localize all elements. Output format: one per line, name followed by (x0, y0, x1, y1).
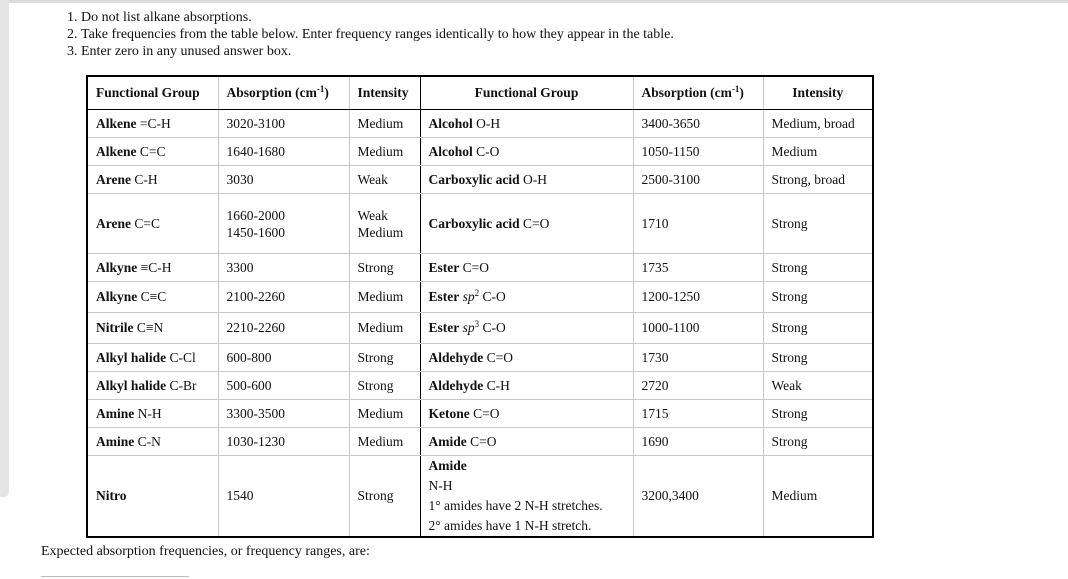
functional-group-cell: Nitro (87, 456, 218, 538)
absorption-cell: 3300-3500 (218, 400, 349, 428)
functional-group-cell: Alkyl halide C-Cl (87, 344, 218, 372)
answer-prompt: Expected absorption frequencies, or frequency ranges, are: (41, 544, 370, 559)
intensity-cell: Medium (349, 400, 420, 428)
absorption-cell: 1640-1680 (218, 138, 349, 166)
left-scroll-rail (0, 0, 9, 497)
absorption-cell: 1540 (218, 456, 349, 538)
table-row (87, 372, 873, 400)
absorption-cell: 3200,3400 (633, 456, 763, 538)
functional-group-cell: Ester C=O (420, 254, 633, 282)
functional-group-cell: Carboxylic acid O-H (420, 166, 633, 194)
functional-group-cell: Alcohol O-H (420, 110, 633, 138)
instruction-item: 2. Take frequencies from the table below. Enter frequency ranges identically to how they appear in the table. (81, 26, 674, 43)
table-row (87, 110, 873, 138)
absorption-cell: 1030-1230 (218, 428, 349, 456)
table-row (87, 344, 873, 372)
absorption-cell: 1730 (633, 344, 763, 372)
instruction-item: 3. Enter zero in any unused answer box. (81, 43, 674, 60)
amide-note: 2° amides have 1 N-H stretch. (428, 518, 592, 533)
absorption-cell: 3400-3650 (633, 110, 763, 138)
intensity-cell: Strong (763, 194, 873, 254)
intensity-cell: Strong (349, 456, 420, 538)
functional-group-cell: Arene C-H (87, 166, 218, 194)
intensity-cell: Strong (763, 282, 873, 313)
table-row (87, 428, 873, 456)
table-row (87, 254, 873, 282)
functional-group-cell: Ester $sp^3$ C-O (420, 313, 633, 344)
absorption-cell: 2100-2260 (218, 282, 349, 313)
table-row (87, 138, 873, 166)
intensity-cell: Strong (349, 344, 420, 372)
table-row (87, 313, 873, 344)
intensity-cell: Strong (763, 400, 873, 428)
functional-group-cell: Aldehyde C-H (420, 372, 633, 400)
col-header-functional-group: Functional Group (87, 76, 218, 110)
col-header-functional-group: Functional Group (420, 76, 633, 110)
intensity-cell: Strong (763, 344, 873, 372)
intensity-cell: Medium (763, 456, 873, 538)
absorption-cell: 2720 (633, 372, 763, 400)
absorption-cell: 3020-3100 (218, 110, 349, 138)
intensity-cell: Strong (763, 428, 873, 456)
functional-group-cell: Alkyne C≡C (87, 282, 218, 313)
intensity-cell: Strong (763, 254, 873, 282)
answer-input-top-edge[interactable] (41, 576, 189, 577)
col-header-intensity: Intensity (763, 76, 873, 110)
table-header-row (87, 76, 873, 110)
functional-group-cell: Alkene C=C (87, 138, 218, 166)
functional-group-cell: Nitrile C≡N (87, 313, 218, 344)
intensity-cell: Medium, broad (763, 110, 873, 138)
functional-group-cell: Amine C-N (87, 428, 218, 456)
table-row (87, 400, 873, 428)
intensity-cell: Medium (349, 428, 420, 456)
ir-absorption-table (86, 75, 874, 538)
functional-group-cell: Alcohol C-O (420, 138, 633, 166)
absorption-cell: 1050-1150 (633, 138, 763, 166)
intensity-cell: Medium (349, 313, 420, 344)
functional-group-cell: Amide N-H 1° amides have 2 N-H stretches. 2° amides have 1 N-H stretch. (420, 456, 633, 538)
functional-group-cell: Ester $sp^2$ C-O (420, 282, 633, 313)
col-header-absorption: Absorption $(cm^{-1})$ (218, 76, 349, 110)
table-row (87, 456, 873, 538)
instruction-list (46, 9, 674, 60)
functional-group-cell: Arene C=C (87, 194, 218, 254)
functional-group-cell: Aldehyde C=O (420, 344, 633, 372)
intensity-cell: Strong, broad (763, 166, 873, 194)
intensity-cell: Medium (349, 282, 420, 313)
intensity-cell: Strong (349, 254, 420, 282)
absorption-cell: 500-600 (218, 372, 349, 400)
intensity-cell: Weak Medium (349, 194, 420, 254)
absorption-cell: 2500-3100 (633, 166, 763, 194)
absorption-cell: 2210-2260 (218, 313, 349, 344)
intensity-cell: Medium (349, 138, 420, 166)
top-divider (0, 0, 1068, 3)
absorption-cell: 1715 (633, 400, 763, 428)
functional-group-cell: Alkyne ≡C-H (87, 254, 218, 282)
intensity-cell: Weak (763, 372, 873, 400)
functional-group-cell: Amide C=O (420, 428, 633, 456)
col-header-intensity: Intensity (349, 76, 420, 110)
table-row (87, 194, 873, 254)
functional-group-cell: Ketone C=O (420, 400, 633, 428)
absorption-cell: 600-800 (218, 344, 349, 372)
absorption-cell: 1710 (633, 194, 763, 254)
table-row (87, 166, 873, 194)
table-row (87, 282, 873, 313)
absorption-cell: 3300 (218, 254, 349, 282)
absorption-cell: 1690 (633, 428, 763, 456)
functional-group-cell: Alkene =C-H (87, 110, 218, 138)
instruction-item: 1. Do not list alkane absorptions. (81, 9, 674, 26)
amide-note: 1° amides have 2 N-H stretches. (428, 498, 603, 513)
functional-group-cell: Carboxylic acid C=O (420, 194, 633, 254)
functional-group-cell: Amine N-H (87, 400, 218, 428)
absorption-cell: 3030 (218, 166, 349, 194)
intensity-cell: Weak (349, 166, 420, 194)
intensity-cell: Medium (763, 138, 873, 166)
absorption-cell: 1660-2000 1450-1600 (218, 194, 349, 254)
intensity-cell: Strong (763, 313, 873, 344)
col-header-absorption: Absorption $(cm^{-1})$ (633, 76, 763, 110)
intensity-cell: Strong (349, 372, 420, 400)
absorption-cell: 1735 (633, 254, 763, 282)
absorption-cell: 1000-1100 (633, 313, 763, 344)
functional-group-cell: Alkyl halide C-Br (87, 372, 218, 400)
absorption-cell: 1200-1250 (633, 282, 763, 313)
intensity-cell: Medium (349, 110, 420, 138)
